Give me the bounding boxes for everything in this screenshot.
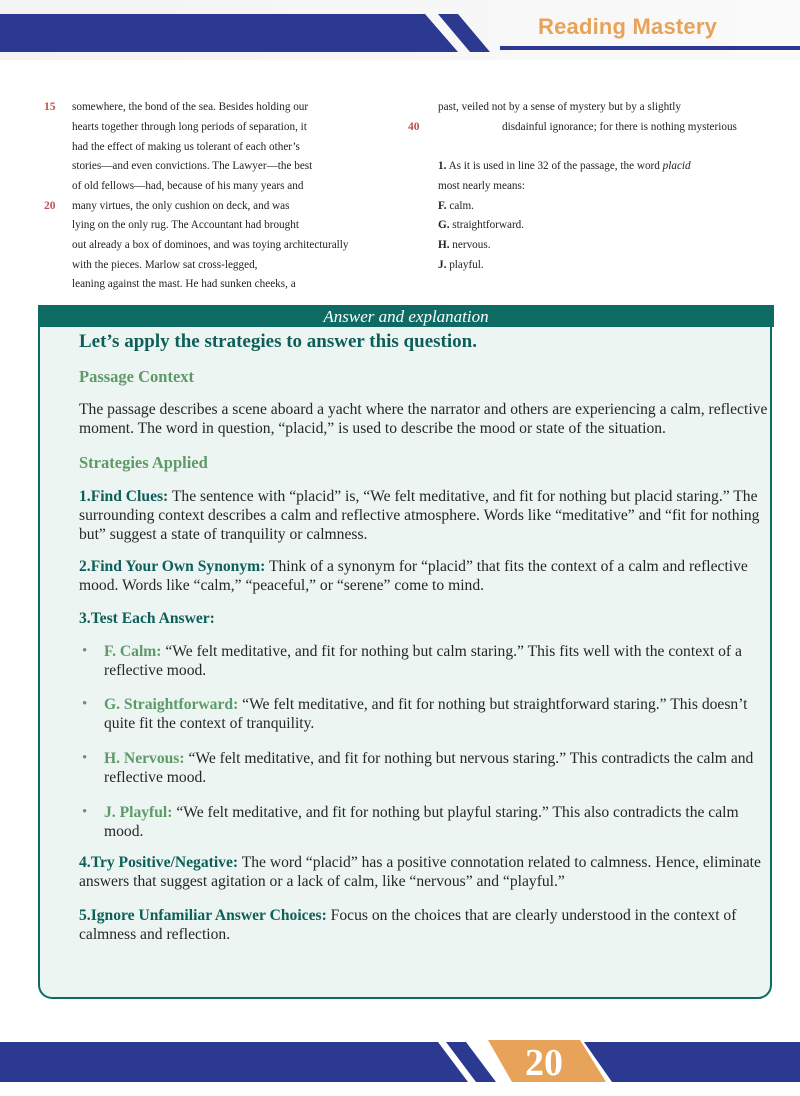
bullet-icon: • (82, 804, 88, 820)
test-item: F. Calm: “We felt meditative, and fit for nothing but calm staring.” This fits well with the context of a reflective mood. (104, 643, 742, 679)
answer-option: F. calm. (438, 200, 474, 212)
line-number: 20 (44, 200, 56, 212)
test-item: G. Straightforward: “We felt meditative, and fit for nothing but straightforward staring.” This doesn’t quite fit the context of tranquility. (104, 696, 748, 732)
passage-line: of old fellows—had, because of his many years and (72, 180, 304, 192)
passage-line: out already a box of dominoes, and was toying architecturally (72, 239, 349, 251)
passage-line: with the pieces. Marlow sat cross-legged, (72, 259, 258, 271)
passage-line: had the effect of making us tolerant of each other’s (72, 141, 300, 153)
strategy-synonym: 2.Find Your Own Synonym: Think of a synonym for “placid” that fits the context of a calm and reflective mood. Words like “calm,” “peaceful,” or “serene” come to mind. (79, 558, 748, 594)
question-stem-cont: most nearly means: (438, 180, 525, 192)
question-stem: 1. As it is used in line 32 of the passage, the word placid (438, 160, 691, 172)
test-item: H. Nervous: “We felt meditative, and fit for nothing but nervous staring.” This contradicts the calm and reflective mood. (104, 750, 754, 786)
bullet-icon: • (82, 643, 88, 659)
passage-line: leaning against the mast. He had sunken cheeks, a (72, 278, 296, 290)
line-number: 15 (44, 101, 56, 113)
passage-line: disdainful ignorance; for there is nothing mysterious (502, 121, 737, 133)
passage-line: hearts together through long periods of separation, it (72, 121, 307, 133)
strategy-test-answers: 3.Test Each Answer: (79, 610, 215, 627)
context-heading: Passage Context (79, 367, 195, 386)
passage-line: many virtues, the only cushion on deck, and was (72, 200, 290, 212)
strategy-ignore-unfamiliar: 5.Ignore Unfamiliar Answer Choices: Focus on the choices that are clearly understood in the context of calmness and reflection. (79, 907, 737, 943)
answer-option: H. nervous. (438, 239, 491, 251)
passage-line: somewhere, the bond of the sea. Besides holding our (72, 101, 309, 113)
strategies-heading: Strategies Applied (79, 453, 208, 472)
passage-line: past, veiled not by a sense of mystery but by a slightly (438, 101, 681, 113)
test-item: J. Playful: “We felt meditative, and fit for nothing but playful staring.” This also contradicts the calm mood. (104, 804, 739, 840)
strategy-find-clues: 1.Find Clues: The sentence with “placid” is, “We felt meditative, and fit for nothing but placid staring.” The surrounding context describes a calm and reflective atmosphere. Words like “meditative” and “fit for nothing but” suggest a state of tranquility or calmness. (79, 488, 760, 543)
section-title: Let’s apply the strategies to answer this question. (79, 331, 477, 352)
answer-option: G. straightforward. (438, 219, 525, 231)
line-number: 40 (408, 121, 420, 133)
page-number: 20 (525, 1042, 563, 1084)
passage-line: lying on the only rug. The Accountant had brought (72, 219, 299, 231)
bullet-icon: • (82, 750, 88, 766)
strategy-positive-negative: 4.Try Positive/Negative: The word “placid” has a positive connotation related to calmness. Hence, eliminate answers that suggest agitation or a lack of calm, like “nervous” and “playful.” (79, 854, 761, 890)
page-footer-band (0, 1036, 800, 1086)
brand-title: Reading Mastery (538, 14, 718, 39)
question-number: 1. (438, 160, 447, 172)
passage-line: stories—and even convictions. The Lawyer—the best (72, 160, 313, 172)
answer-explanation-banner: Answer and explanation (38, 305, 774, 327)
question-keyword: placid (662, 160, 691, 172)
bullet-icon: • (82, 696, 88, 712)
context-text: The passage describes a scene aboard a yacht where the narrator and others are experiencing a calm, reflective moment. The word in question, “placid,” is used to describe the mood or state of the situation. (79, 401, 768, 437)
answer-option: J. playful. (438, 259, 484, 271)
